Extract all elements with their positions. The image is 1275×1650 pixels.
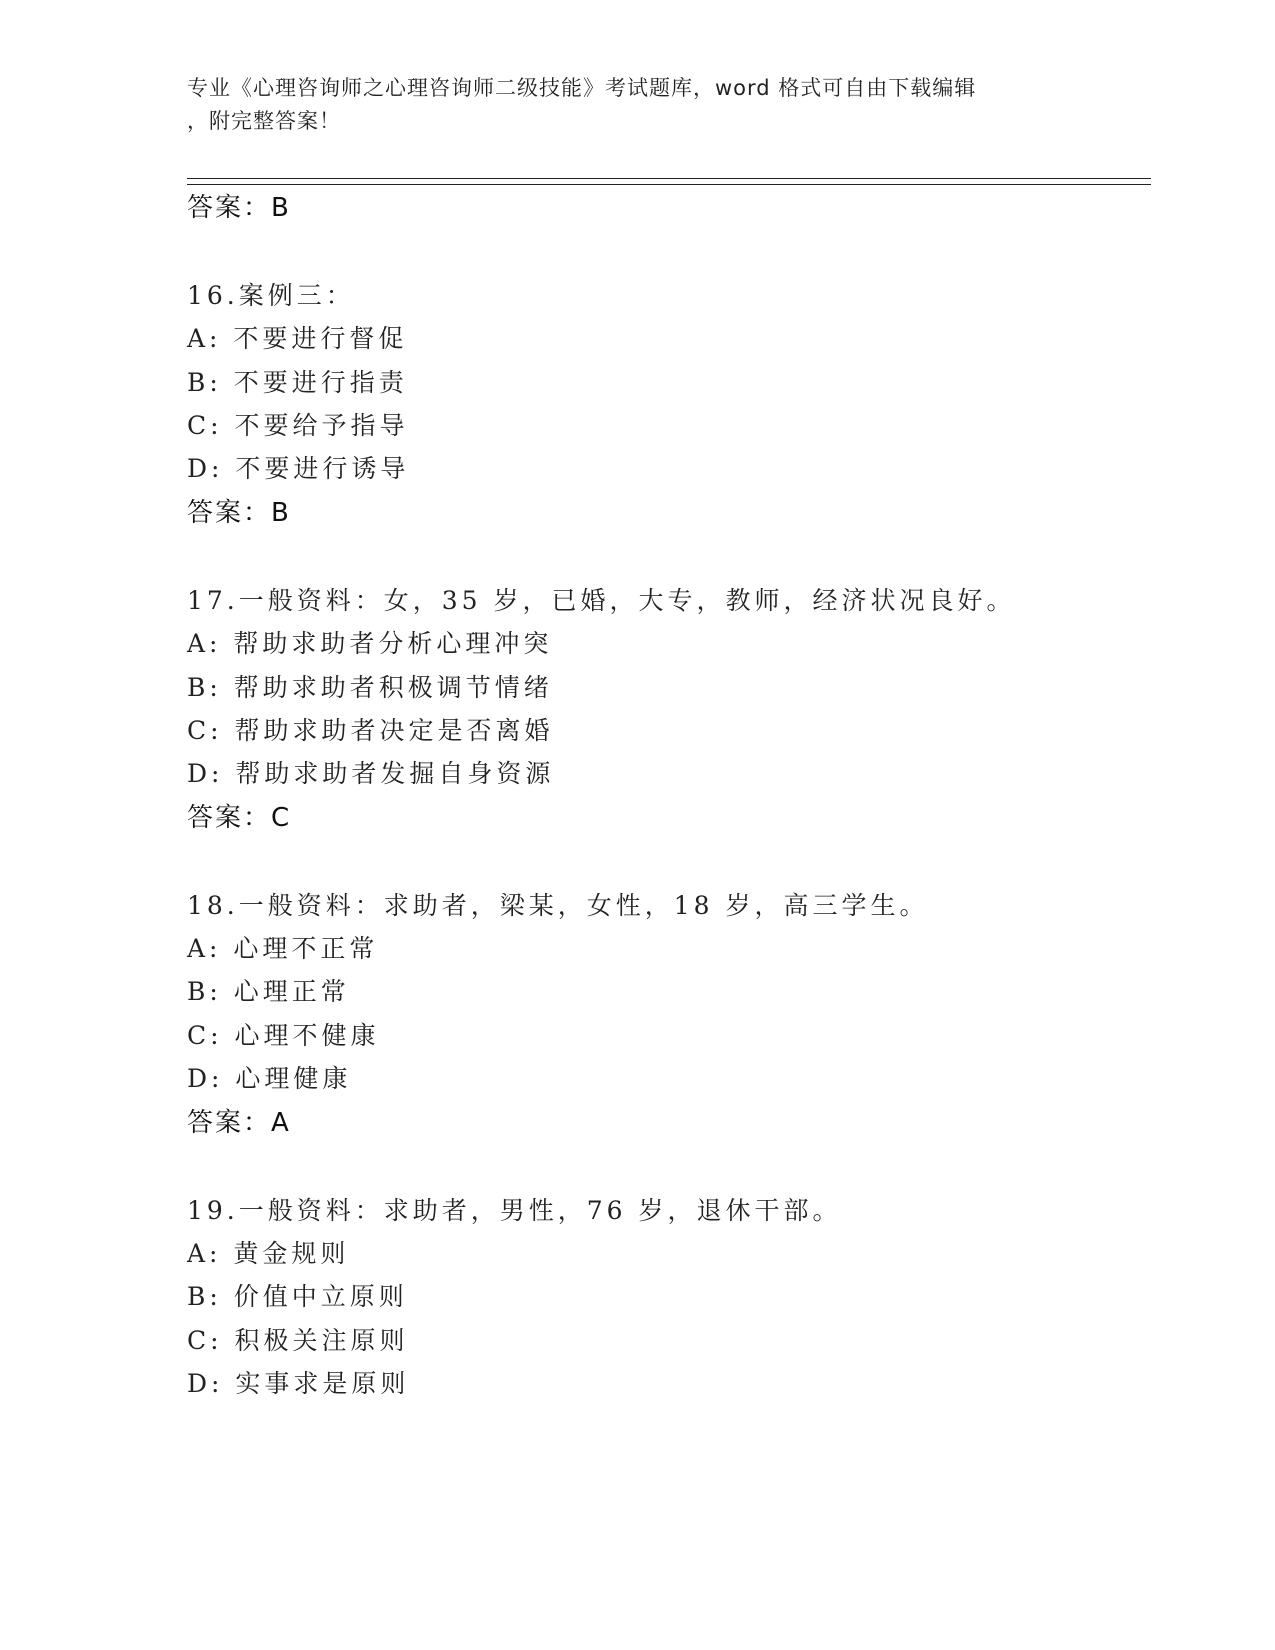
question-18-option-c: C: 心理不健康 [187,1021,380,1050]
question-19-option-a: A: 黄金规则 [187,1239,350,1268]
answer-15: 答案：B [187,193,291,223]
question-17-option-c: C: 帮助求助者决定是否离婚 [187,716,554,745]
header-divider-bottom [187,184,1151,185]
question-16-option-d: D: 不要进行诱导 [187,454,410,483]
question-16-option-a: A: 不要进行督促 [187,324,408,353]
header-line-1: 专业《心理咨询师之心理咨询师二级技能》考试题库，word 格式可自由下载编辑 [187,76,977,100]
question-19-option-b: B: 价值中立原则 [187,1282,408,1311]
question-19-stem: 19.一般资料：求助者，男性，76 岁，退休干部。 [187,1196,842,1225]
document-header [187,72,1087,138]
question-17-option-b: B: 帮助求助者积极调节情绪 [187,673,553,702]
question-18-option-b: B: 心理正常 [187,977,350,1006]
header-divider-top [187,178,1151,179]
question-16-stem: 16.案例三： [187,281,355,310]
question-18-option-a: A: 心理不正常 [187,934,379,963]
question-17-option-d: D: 帮助求助者发掘自身资源 [187,759,555,788]
answer-17: 答案：C [187,803,292,833]
question-18-stem: 18.一般资料：求助者，梁某，女性，18 岁，高三学生。 [187,891,929,920]
question-16-option-b: B: 不要进行指责 [187,368,408,397]
question-16-option-c: C: 不要给予指导 [187,411,409,440]
question-19-option-c: C: 积极关注原则 [187,1326,409,1355]
question-17-option-a: A: 帮助求助者分析心理冲突 [187,629,553,658]
answer-18: 答案：A [187,1108,291,1138]
answer-16: 答案：B [187,498,291,528]
header-line-2: ，附完整答案！ [187,109,341,133]
question-19-option-d: D: 实事求是原则 [187,1369,410,1398]
question-17-stem: 17.一般资料：女，35 岁，已婚，大专，教师，经济状况良好。 [187,586,1016,615]
question-18-option-d: D: 心理健康 [187,1064,352,1093]
